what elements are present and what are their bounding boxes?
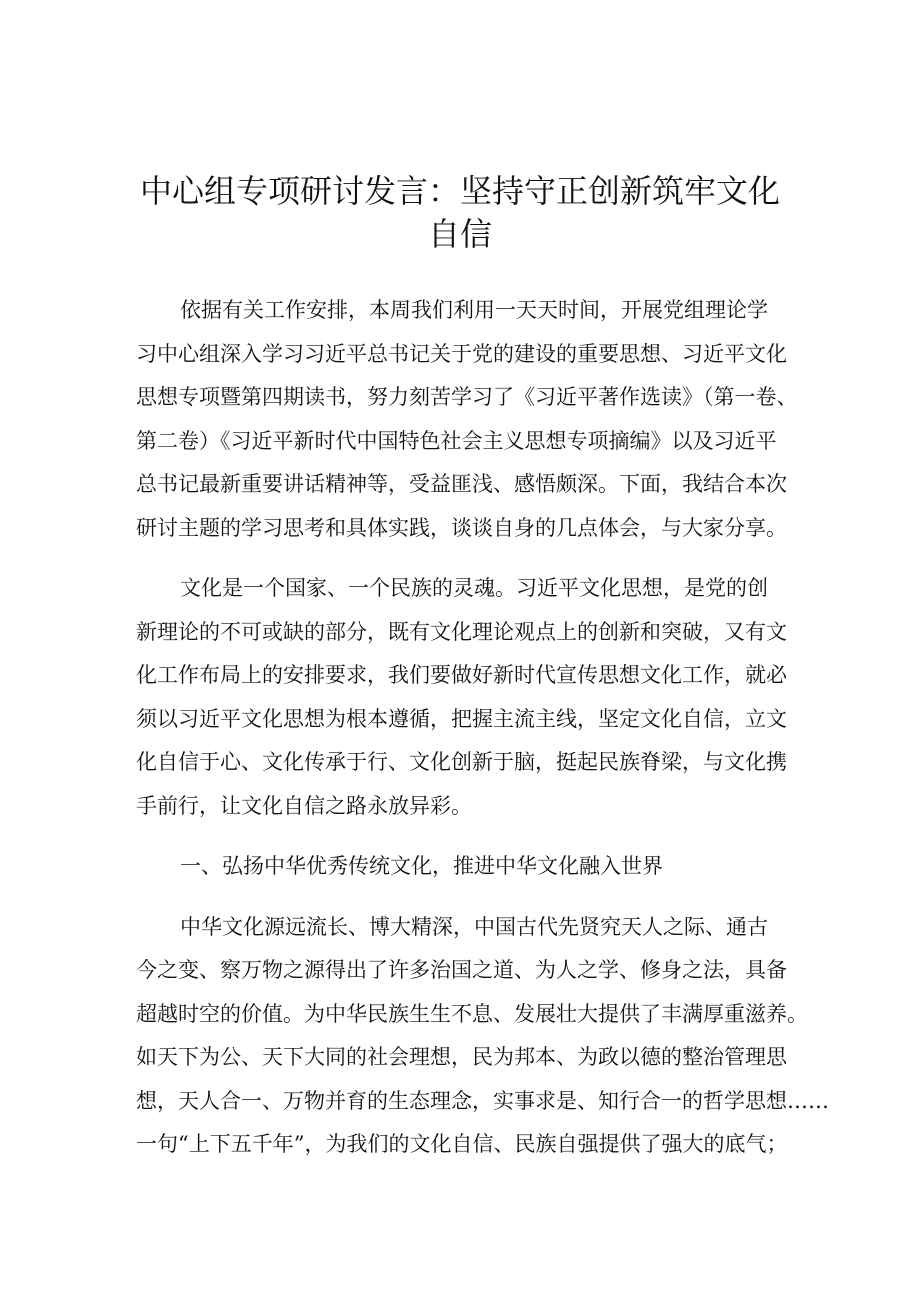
text-line: 习中心组深入学习习近平总书记关于党的建设的重要思想、习近平文化 bbox=[136, 341, 787, 366]
text-line: 化工作布局上的安排要求，我们要做好新时代宣传思想文化工作，就必 bbox=[136, 663, 787, 687]
text-line: 文化是一个国家、一个民族的灵魂。习近平文化思想，是党的创 bbox=[180, 576, 768, 600]
text-line: 思想专项暨第四期读书，努力刻苦学习了《习近平著作选读》（第一卷、 bbox=[136, 385, 798, 409]
text-line: 一、弘扬中华优秀传统文化，推进中华文化融入世界 bbox=[180, 854, 663, 878]
text-line: 中华文化源远流长、博大精深，中国古代先贤究天人之际、通古 bbox=[180, 914, 768, 939]
text-line: 第二卷）《习近平新时代中国特色社会主义思想专项摘编》以及习近平 bbox=[136, 428, 777, 453]
section-paragraph bbox=[136, 906, 829, 1167]
text-line: 须以习近平文化思想为根本遵循，把握主流主线，坚定文化自信，立文 bbox=[136, 706, 787, 731]
text-line: 新理论的不可或缺的部分，既有文化理论观点上的创新和突破，又有文 bbox=[136, 619, 787, 644]
text-line: 研讨主题的学习思考和具体实践，谈谈自身的几点体会，与大家分享。 bbox=[136, 515, 787, 540]
document-title bbox=[120, 170, 800, 256]
document-body bbox=[136, 289, 829, 1167]
text-line: 依据有关工作安排，本周我们利用一天天时间，开展党组理论学 bbox=[180, 298, 768, 322]
text-line: 手前行，让文化自信之路永放异彩。 bbox=[136, 793, 472, 818]
section-heading bbox=[136, 845, 800, 889]
title-line: 自信 bbox=[427, 215, 492, 253]
culture-paragraph bbox=[136, 567, 800, 828]
text-line: 总书记最新重要讲话精神等，受益匪浅、感悟颇深。下面，我结合本次 bbox=[136, 472, 787, 496]
text-line: 超越时空的价值。为中华民族生生不息、发展壮大提供了丰满厚重滋养。 bbox=[136, 1001, 808, 1026]
text-line: 化自信于心、文化传承于行、文化创新于脑，挺起民族脊梁，与文化携 bbox=[136, 750, 787, 774]
text-line: 今之变、察万物之源得出了许多治国之道、为人之学、修身之法，具备 bbox=[136, 958, 787, 982]
text-line: 如天下为公、天下大同的社会理想，民为邦本、为政以德的整治管理思 bbox=[136, 1045, 787, 1069]
text-line: 想，天人合一、万物并育的生态理念，实事求是、知行合一的哲学思想…… bbox=[136, 1088, 829, 1113]
title-line: 中心组专项研讨发言：坚持守正创新筑牢文化 bbox=[139, 172, 780, 210]
intro-paragraph bbox=[136, 289, 800, 550]
text-line: 一句“上下五千年”，为我们的文化自信、民族自强提供了强大的底气； bbox=[136, 1132, 788, 1156]
